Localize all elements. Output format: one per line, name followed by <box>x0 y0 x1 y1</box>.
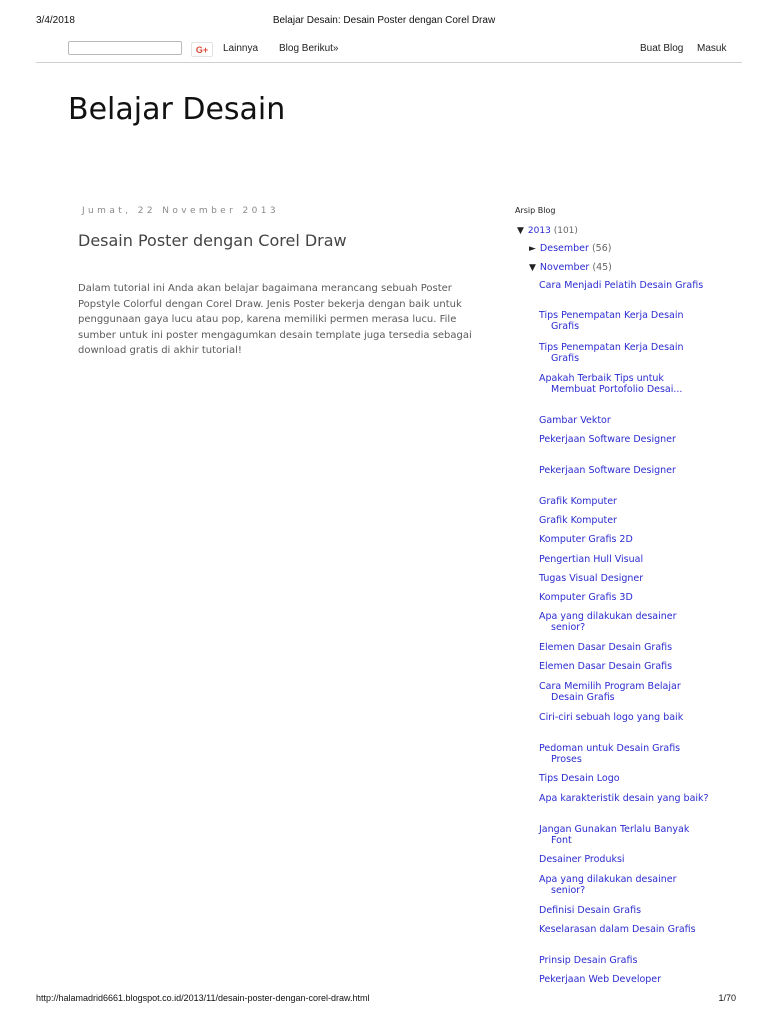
more-link[interactable]: Lainnya <box>223 43 259 54</box>
archive-post-link[interactable]: Tips Desain Logo <box>539 773 620 784</box>
archive-post-link[interactable]: Pekerjaan Software Designer <box>539 465 676 476</box>
print-header <box>0 15 768 29</box>
archive-post-link[interactable]: Komputer Grafis 2D <box>539 534 633 545</box>
collapse-toggle-icon[interactable]: ▼ <box>529 263 536 273</box>
post-body: Dalam tutorial ini Anda akan belajar bagaimana merancang sebuah Poster Popstyle Colorful dengan Corel Draw. Jenis Poster bekerja dengan baik untuk penggunaan gaya lucu atau pop, karena memiliki permen merasa lucu. File sumber untuk ini poster mengagumkan desain template juga tersedia sebagai download gratis di akhir tutorial! <box>78 283 472 356</box>
archive-month-link[interactable]: Desember <box>539 243 589 254</box>
archive-heading: Arsip Blog <box>515 206 556 215</box>
archive-post-link[interactable]: Cara Memilih Program Belajar Desain Grafis <box>539 681 681 703</box>
archive-post-link[interactable]: Prinsip Desain Grafis <box>539 955 638 966</box>
archive-year-link[interactable]: 2013 <box>527 226 551 236</box>
archive-post-link[interactable]: Pekerjaan Web Developer <box>539 974 662 985</box>
archive-count: (101) <box>553 226 578 236</box>
archive-post-link[interactable]: Cara Menjadi Pelatih Desain Grafis <box>539 280 704 291</box>
archive-year-2013 <box>517 226 578 236</box>
archive-post-link[interactable]: Pekerjaan Software Designer <box>539 434 676 445</box>
archive-post-link[interactable]: Tips Penempatan Kerja Desain Grafis <box>539 310 684 332</box>
archive-post-link[interactable]: Apa yang dilakukan desainer senior? <box>539 874 677 896</box>
archive-count: (45) <box>592 262 612 273</box>
archive-post-link[interactable]: Elemen Dasar Desain Grafis <box>539 642 673 653</box>
expand-toggle-icon[interactable]: ► <box>529 244 536 254</box>
post-title[interactable]: Desain Poster dengan Corel Draw <box>78 231 347 250</box>
blogger-navbar <box>36 38 742 63</box>
post-date: Jumat, 22 November 2013 <box>82 206 279 216</box>
archive-post-link[interactable]: Grafik Komputer <box>539 515 617 526</box>
archive-post-link[interactable]: Jangan Gunakan Terlalu Banyak Font <box>539 824 690 846</box>
archive-post-link[interactable]: Definisi Desain Grafis <box>539 905 642 916</box>
archive-post-link[interactable]: Tugas Visual Designer <box>539 573 644 584</box>
archive-post-link[interactable]: Desainer Produksi <box>539 854 625 865</box>
next-blog-link[interactable]: Blog Berikut» <box>279 43 339 54</box>
archive-post-link[interactable]: Tips Penempatan Kerja Desain Grafis <box>539 342 684 364</box>
archive-post-link[interactable]: Gambar Vektor <box>539 415 611 426</box>
print-page-title: Belajar Desain: Desain Poster dengan Corel Draw <box>272 15 496 26</box>
blog-title[interactable]: Belajar Desain <box>68 92 286 127</box>
create-blog-link[interactable]: Buat Blog <box>640 43 684 54</box>
print-page-number: 1/70 <box>718 993 736 1003</box>
archive-post-link[interactable]: Pengertian Hull Visual <box>539 554 644 565</box>
print-url: http://halamadrid6661.blogspot.co.id/2013/11/desain-poster-dengan-corel-draw.html <box>36 993 370 1003</box>
archive-month-link[interactable]: November <box>539 262 590 273</box>
archive-post-link[interactable]: Apakah Terbaik Tips untuk Membuat Portofolio Desai... <box>539 373 683 395</box>
collapse-toggle-icon[interactable]: ▼ <box>517 226 524 236</box>
archive-post-link[interactable]: Keselarasan dalam Desain Grafis <box>539 924 696 935</box>
google-plus-button[interactable]: G+ <box>191 42 213 57</box>
archive-post-link[interactable]: Ciri-ciri sebuah logo yang baik <box>539 712 684 723</box>
archive-post-link[interactable]: Apa yang dilakukan desainer senior? <box>539 611 677 633</box>
archive-post-link[interactable]: Pedoman untuk Desain Grafis Proses <box>539 743 681 765</box>
archive-post-link[interactable]: Komputer Grafis 3D <box>539 592 633 603</box>
archive-month-november <box>529 262 612 273</box>
archive-count: (56) <box>591 243 612 254</box>
blog-archive-widget <box>515 206 709 985</box>
archive-post-link[interactable]: Elemen Dasar Desain Grafis <box>539 661 673 672</box>
archive-post-link[interactable]: Grafik Komputer <box>539 496 617 507</box>
archive-post-link[interactable]: Apa karakteristik desain yang baik? <box>539 793 709 804</box>
archive-month-desember <box>529 243 611 254</box>
print-date: 3/4/2018 <box>36 15 75 26</box>
search-input[interactable] <box>68 41 182 55</box>
sign-in-link[interactable]: Masuk <box>697 43 727 54</box>
